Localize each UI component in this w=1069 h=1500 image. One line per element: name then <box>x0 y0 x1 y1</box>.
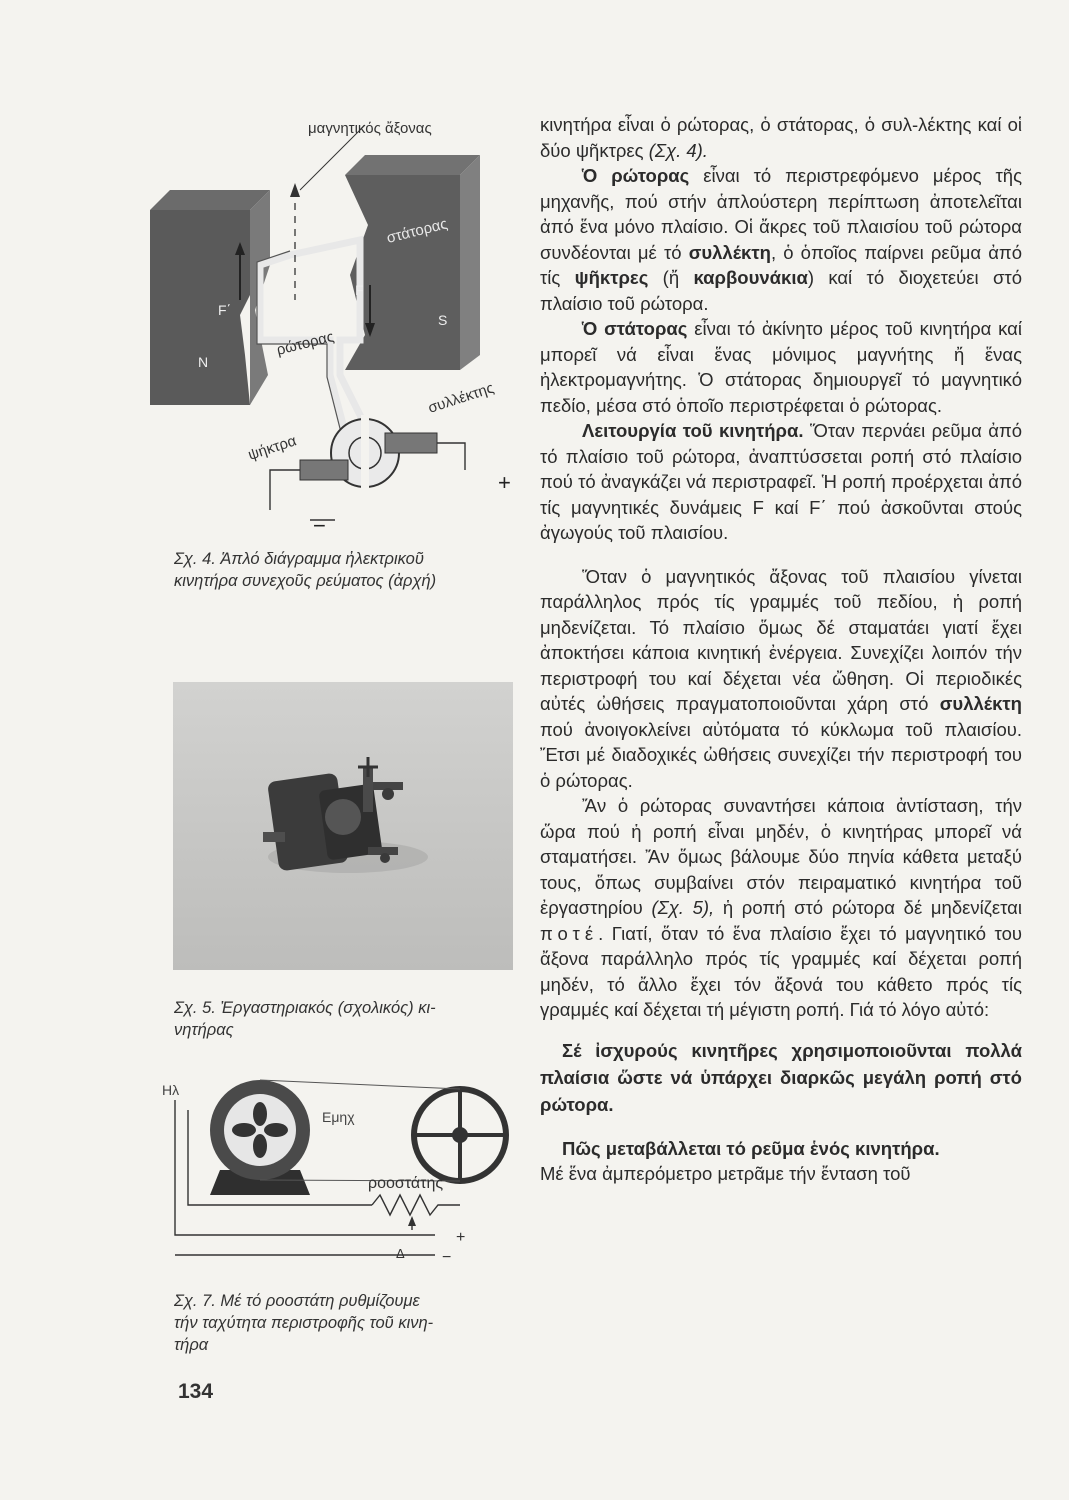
label-rotor: ρώτορας <box>274 328 336 359</box>
label-commutator: συλλέκτης <box>425 379 497 417</box>
figure-7-caption-line: τήρα <box>174 1336 209 1354</box>
figure-4-diagram <box>150 115 535 540</box>
figure-4-caption <box>174 548 514 592</box>
brush-left <box>300 460 348 480</box>
paragraph-ammeter: Μέ ἕνα ἀμπερόμετρο μετρᾶμε τήν ἔνταση τοῦ <box>540 1163 911 1184</box>
figure-7-diagram <box>160 1070 520 1270</box>
label-el: Ηλ <box>162 1082 180 1098</box>
figure-5-motor-photo <box>173 682 513 970</box>
motor-symbol <box>210 1080 310 1195</box>
paragraph-stator: Ὁ στάτορας εἶναι τό ἀκίνητο μέρος τοῦ κινητήρα καί μπορεῖ νά εἶναι ἕνας μόνιμος μαγνήτης ἤ ἕνας ἠλεκτρομαγνήτης. Ὁ στάτορας δημιουργεῖ τό μαγνητικό πεδίο, μέσα στό ὁποῖο περιστρέφεται ὁ ρώτορας. <box>540 318 1022 416</box>
label-plus-terminal: + <box>498 470 511 495</box>
figure-7-caption-line: τήν ταχύτητα περιστροφῆς τοῦ κινη- <box>174 1314 434 1332</box>
figure-5-caption-line: Σχ. 5. Ἐργαστηριακός (σχολικός) κι- <box>174 999 436 1017</box>
label-magnetic-axis: μαγνητικός ἄξονας <box>308 120 432 137</box>
label-pole-s: S <box>438 312 448 328</box>
label-force-f: F <box>355 282 364 298</box>
figure-5-caption-line: νητήρας <box>174 1021 234 1039</box>
magnet-n-block <box>150 190 270 405</box>
paragraph-operation: Λειτουργία τοῦ κινητήρα. Ὅταν περνάει ρεῦμα ἀπό τό πλαίσιο τοῦ ρώτορα, ἀναπτύσσεται ροπή στό πλαίσιο πού τό ἀναγκάζει νά περιστραφεῖ. Ἡ ροπή προέρχεται ἀπό τίς μαγνητικές δυνάμεις F καί F΄ πού ἀσκοῦνται στούς ἀγωγούς τοῦ πλαισίου. <box>540 420 1022 543</box>
label-brush: ψήκτρα <box>245 432 299 464</box>
label-force-f-prime: F΄ <box>218 302 232 318</box>
figure-7-caption-line: Σχ. 7. Μέ τό ροοστάτη ρυθμίζουμε <box>174 1292 420 1310</box>
label-pole-n: N <box>198 354 209 370</box>
lab-motor-image <box>173 682 513 970</box>
paragraph-current-heading: Πῶς μεταβάλλεται τό ρεῦμα ἑνός κινητήρα. <box>562 1137 940 1159</box>
paragraph-parts-intro: κινητήρα εἶναι ὁ ρώτορας, ὁ στάτορας, ὁ συλ-λέκτης καί οἱ δύο ψῆκτρες (Σχ. 4). <box>540 114 1022 161</box>
label-delta: Δ <box>396 1246 405 1261</box>
figure-4-caption-line: κινητήρα συνεχοῦς ρεύματος (ἀρχή) <box>174 572 437 590</box>
paragraph-rotor: Ὁ ρώτορας εἶναι τό περιστρεφόμενο μέρος τῆς μηχανῆς, πού στήν ἁπλούστερη περίπτωση ἀποτελεῖται ἀπό ἕνα μόνο πλαίσιο. Οἱ ἄκρες τοῦ πλαισίου τοῦ ρώτορα συνδέονται μέ τό συλλέκτη, ὁ ὁποῖος παίρνει ρεῦμα ἀπό τίς ψῆκτρες (ἤ καρβουνάκια) καί τό διοχετεύει στό πλαίσιο τοῦ ρώτορα. <box>540 165 1022 314</box>
paragraph-conclusion: Σέ ἰσχυρούς κινητῆρες χρησιμοποιοῦνται πολλά πλαίσια ὥστε νά ὑπάρχει διαρκῶς μεγάλη ροπή στό ρώτορα. <box>540 1039 1022 1115</box>
brush-right <box>385 433 437 453</box>
body-text-column <box>540 112 1022 1187</box>
motor-body <box>263 757 403 871</box>
label-plus-terminal: + <box>456 1229 466 1246</box>
label-rheostat: ροοστάτης <box>368 1175 444 1192</box>
label-minus-terminal: − <box>442 1249 452 1266</box>
page-number: 134 <box>178 1380 214 1403</box>
rheostat-resistor <box>372 1195 460 1215</box>
figure-7-caption <box>174 1290 514 1356</box>
label-emich: Εμηχ <box>322 1109 355 1125</box>
figure-5-caption <box>174 997 514 1041</box>
label-minus-terminal: − <box>313 513 326 538</box>
paragraph-parallel-axis: Ὅταν ὁ μαγνητικός ἄξονας τοῦ πλαισίου γίνεται παράλληλος πρός τίς γραμμές τοῦ πεδίου, ἡ ροπή μηδενίζεται. Τό πλαίσιο ὅμως δέ σταματάει γιατί ἔχει ἀποκτήσει κάποια κινητική ἐνέργεια. Συνεχίζει λοιπόν τήν περιστροφή του καί δέχεται νέα ὤθηση. Οἱ περιοδικές αὐτές ὠθήσεις πραγματοποιοῦνται χάρη στό συλλέκτη πού ἀνοιγοκλείνει αὐτόματα τό κύκλωμα τοῦ πλαισίου. Ἔτσι μέ διαδοχικές ὠθήσεις συνεχίζει τήν περιστροφή του ὁ ρώτορας. <box>540 565 1022 791</box>
figure-4-caption-line: Σχ. 4. Ἁπλό διάγραμμα ἠλεκτρικοῦ <box>174 550 424 568</box>
magnet-s-block <box>345 155 480 370</box>
paragraph-resistance: Ἄν ὁ ρώτορας συναντήσει κάποια ἀντίσταση, τήν ὥρα πού ἡ ροπή εἶναι μηδέν, ὁ κινητήρας μπορεῖ νά σταματήσει. Ἄν ὅμως βάλουμε δύο πηνία κάθετα μεταξύ τους, ὅπως συμβαίνει στόν πειραματικό κινητήρα τοῦ ἐργαστηρίου (Σχ. 5), ἡ ροπή στό ρώτορα δέ μηδενίζεται ποτέ. Γιατί, ὅταν τό ἕνα πλαίσιο ἔχει τό μαγνητικό του ἄξονα παράλληλο πρός τίς γραμμές καί δέχεται ροπή μηδέν, τό ἄλλο ἔχει τόν ἄξονά του κάθετο πρός τίς γραμμές καί δέχεται τή μέγιστη ροπή. Γιά τό λόγο αὐτό: <box>540 795 1022 1020</box>
label-stator: στάτορας <box>384 215 450 247</box>
flywheel <box>414 1089 506 1181</box>
